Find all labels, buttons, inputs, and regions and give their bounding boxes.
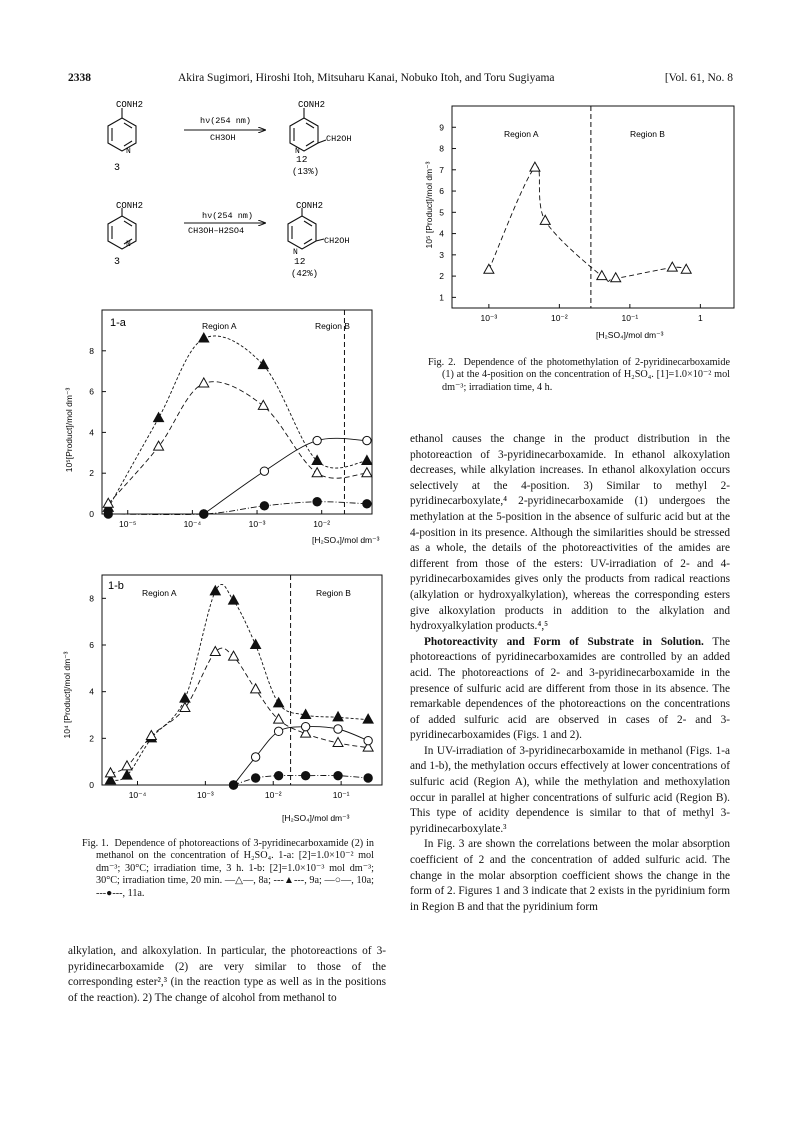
x-tick-label: 10⁻² <box>264 790 282 800</box>
product-2-conh2: CONH2 <box>296 201 324 211</box>
right-paragraph-2-body: The photoreactions of pyridinecarboxamides are controlled by an added acid. The photoreactions of 2- and 3-pyridinecarboxamide in the presence of sulfuric acid are different from those in its absence. The remarkable dependences of the photoreactions on the concentrations of added sulfuric acid are observed in cases of 2- and 3-pyridinecarboxamides (Figs. 1 and 2). <box>410 635 730 742</box>
right-paragraph-1: ethanol causes the change in the product distribution in the photoreaction of 3-pyridinecarboxamide. In ethanol alkoxylation decreases, while alkylation increases. In ethanol alkoxylation occurs selectively at the 4-position. 3) Similar to methyl 2-pyridinecarboxylate,⁴ 2-pyridinecarboxamide (1) undergoes the methylation at the 5-position in the absence of sulfuric acid but at the 4-position in its presence. Although the similarities should be stressed as a whole, the details of the photoreactivities of the amides are different from those of the esters: UV-irradiation of 2- and 4-pyridinecarboxamides gives only the products from radical reactions (alkylation or hydroxyalkylation), whereas the corresponding esters give alkoxylation products in addition to the alkylation and hydroxyalkylation products.⁴,⁵ <box>410 433 730 633</box>
data-point-10a <box>122 761 132 770</box>
data-point <box>667 262 677 271</box>
data-point <box>597 271 607 280</box>
data-point-10a <box>146 731 156 740</box>
plot-frame <box>102 310 372 514</box>
data-point-9a <box>274 727 282 735</box>
data-point-9a <box>313 436 321 444</box>
x-axis-label: [H₂SO₄]/mol dm⁻³ <box>596 330 664 340</box>
data-point-8a <box>180 693 190 702</box>
compound-label-12a: 12 <box>296 154 308 165</box>
author-line: Akira Sugimori, Hiroshi Itoh, Mitsuharu Kanai, Nobuko Itoh, and Toru Sugiyama <box>178 72 555 84</box>
x-tick-label: 10⁻² <box>313 519 331 529</box>
y-tick-label: 4 <box>89 686 94 697</box>
y-tick-label: 8 <box>89 345 94 356</box>
x-tick-label: 10⁻⁵ <box>118 519 137 529</box>
ring-n-1: N <box>126 147 131 156</box>
data-point-11a <box>229 781 237 789</box>
series-line-10a <box>110 648 368 773</box>
figure-2-caption-label: Fig. 2. <box>428 357 456 368</box>
data-point-10a <box>210 647 220 656</box>
y-tick-label: 4 <box>89 427 94 438</box>
figure-2-caption-text: Dependence of the photomethylation of 2-pyridinecarboxamide (1) at the 4-position on the concentration of H₂SO₄. [1]=1.0×10⁻² mol dm⁻³; irradiation time, 4 h. <box>442 357 731 393</box>
data-point-9a <box>251 753 259 761</box>
y-tick-label: 2 <box>439 271 444 282</box>
figure-1a-chart <box>60 300 380 550</box>
data-point-10a <box>103 498 113 507</box>
product-2-ch2oh: CH2OH <box>324 236 350 246</box>
y-tick-label: 7 <box>439 164 444 175</box>
data-point <box>681 264 691 273</box>
right-paragraph-3: In UV-irradiation of 3-pyridinecarboxamide in methanol (Figs. 1-a and 1-b), the methylation occurs effectively at lower concentrations of sulfuric acid (Region A), while the methylation and methoxylation occur in parallel at higher concentrations of sulfuric acid (Region B). This type of acidity dependence is similar to that of methyl 3-pyridinecarboxylate.³ <box>410 744 730 835</box>
x-tick-label: 10⁻⁴ <box>128 790 147 800</box>
data-point-9a <box>301 722 309 730</box>
data-point-11a <box>260 502 268 510</box>
data-point-8a <box>274 698 284 707</box>
y-tick-label: 0 <box>89 780 94 790</box>
data-point <box>611 273 621 282</box>
data-point-10a <box>199 378 209 387</box>
y-tick-label: 0 <box>89 509 94 519</box>
yield-2: (42%) <box>291 269 319 279</box>
plot-frame <box>452 106 734 308</box>
volume-info: [Vol. 61, No. 8 <box>664 72 733 84</box>
x-tick-label: 10⁻³ <box>480 313 498 323</box>
plot-frame <box>102 575 382 785</box>
x-tick-label: 10⁻³ <box>248 519 266 529</box>
data-point-11a <box>200 510 208 518</box>
product-1-ch2oh: CH2OH <box>326 134 352 144</box>
data-point-9a <box>364 736 372 744</box>
data-point-8a <box>362 455 372 464</box>
x-tick-label: 10⁻² <box>550 313 568 323</box>
x-tick-label: 10⁻¹ <box>621 313 639 323</box>
data-point <box>530 162 540 171</box>
figure-2-chart <box>420 100 740 345</box>
data-point-11a <box>104 510 112 518</box>
data-point-10a <box>333 738 343 747</box>
ring-n-4: N <box>293 248 298 257</box>
running-header <box>68 72 733 90</box>
figure-1-caption-label: Fig. 1. <box>82 838 109 849</box>
y-tick-label: 8 <box>89 593 94 604</box>
x-tick-label: 10⁻¹ <box>332 790 350 800</box>
right-paragraph-2 <box>410 635 730 744</box>
region-b-label: Region B <box>315 321 350 331</box>
compound-label-12b: 12 <box>294 256 306 267</box>
data-point-10a <box>258 400 268 409</box>
left-column-text <box>68 944 386 1006</box>
y-tick-label: 1 <box>439 292 444 303</box>
x-axis-label: [H₂SO₄]/mol dm⁻³ <box>282 813 350 823</box>
series-line-8a <box>108 336 367 508</box>
y-tick-label: 6 <box>89 640 94 650</box>
y-tick-label: 5 <box>439 207 444 218</box>
condition-2-top: hν(254 nm) <box>202 211 254 221</box>
data-point-10a <box>251 684 261 693</box>
y-tick-label: 9 <box>439 122 444 133</box>
right-column-text <box>410 432 730 915</box>
x-tick-label: 10⁻⁴ <box>183 519 202 529</box>
data-point <box>484 264 494 273</box>
region-a-label: Region A <box>504 129 539 139</box>
y-axis-label: 10⁴ [Product]/mol dm⁻³ <box>62 651 72 739</box>
ring-n-2: N <box>295 147 300 156</box>
x-tick-label: 10⁻³ <box>196 790 214 800</box>
substituent-conh2-1: CONH2 <box>116 100 144 110</box>
panel-label: 1-a <box>110 317 126 329</box>
data-point-8a <box>122 770 132 779</box>
data-point-11a <box>334 771 342 779</box>
data-point-10a <box>180 703 190 712</box>
compound-label-3b: 3 <box>114 257 121 268</box>
y-tick-label: 2 <box>89 733 94 744</box>
series-line-11a <box>108 502 367 515</box>
product-1-conh2: CONH2 <box>298 100 326 110</box>
figure-2-caption <box>428 357 730 394</box>
page-number: 2338 <box>68 72 91 84</box>
y-tick-label: 8 <box>439 143 444 154</box>
region-a-label: Region A <box>142 588 177 598</box>
data-point-8a <box>229 595 239 604</box>
right-paragraph-4: In Fig. 3 are shown the correlations between the molar absorption coefficient of 2 and the concentration of added sulfuric acid. The change in the molar absorption coefficient shows the change in the form of 2. Figures 1 and 3 indicate that 2 exists in the pyridinium form in Region B and that the pyridinium form <box>410 838 730 913</box>
data-point-11a <box>251 774 259 782</box>
data-point-11a <box>301 771 309 779</box>
x-tick-label: 1 <box>697 313 703 323</box>
data-point-11a <box>364 774 372 782</box>
data-point-11a <box>313 498 321 506</box>
y-tick-label: 6 <box>439 186 444 197</box>
data-point-8a <box>312 455 322 464</box>
y-tick-label: 2 <box>89 468 94 479</box>
data-point-8a <box>251 640 261 649</box>
data-point-9a <box>260 467 268 475</box>
data-point-8a <box>363 714 373 723</box>
substituent-conh2-2: CONH2 <box>116 201 144 211</box>
y-tick-label: 4 <box>439 228 444 239</box>
data-point-8a <box>210 586 220 595</box>
series-line <box>489 167 686 282</box>
reaction-scheme <box>92 98 372 283</box>
data-point-8a <box>154 413 164 422</box>
data-point-10a <box>312 468 322 477</box>
pyridine-ring-product-1 <box>290 108 326 151</box>
data-point-10a <box>274 714 284 723</box>
data-point-8a <box>258 360 268 369</box>
data-point-8a <box>199 333 209 342</box>
pyridine-ring-reactant-1 <box>108 108 136 151</box>
condition-1-bottom: CH3OH <box>210 133 236 143</box>
data-point-11a <box>274 771 282 779</box>
y-tick-label: 3 <box>439 249 444 260</box>
panel-label: 1-b <box>108 580 124 592</box>
pyridine-ring-reactant-2 <box>108 208 136 249</box>
region-a-label: Region A <box>202 321 237 331</box>
compound-label-3a: 3 <box>114 163 121 174</box>
data-point-10a <box>229 651 239 660</box>
condition-1-top: hν(254 nm) <box>200 116 252 126</box>
region-b-label: Region B <box>630 129 665 139</box>
figure-1b-chart <box>60 565 390 830</box>
data-point-9a <box>363 436 371 444</box>
left-paragraph: alkylation, and alkoxylation. In particular, the photoreactions of 3-pyridinecarboxamide (2) are very similar to those of the corresponding ester²,³ (in the reaction type as well as in the positions of the reaction). 2) The change of alcohol from methanol to <box>68 945 386 1004</box>
data-point <box>540 215 550 224</box>
yield-1: (13%) <box>292 167 320 177</box>
condition-2-bottom: CH3OH–H2SO4 <box>188 226 245 236</box>
section-heading: Photoreactivity and Form of Substrate in Solution. <box>424 635 704 648</box>
ring-n-3: N <box>126 240 131 249</box>
data-point-9a <box>334 725 342 733</box>
region-b-label: Region B <box>316 588 351 598</box>
pyridine-ring-product-2 <box>288 208 324 249</box>
figure-1-caption <box>82 838 374 900</box>
figure-1-caption-text: Dependence of photoreactions of 3-pyridinecarboxamide (2) in methanol on the concentration of H₂SO₄. 1-a: [2]=1.0×10⁻² mol dm⁻³; 30°C; irradiation time, 3 h. 1-b: [2]=1.0×10⁻³ mol dm⁻³; 30°C; irradiation time, 20 min. —△—, 8a; ---▲---, 9a; —○—, 10a; ---●---, 11a. <box>96 838 375 899</box>
data-point-11a <box>363 500 371 508</box>
data-point-8a <box>333 712 343 721</box>
y-axis-label: 10⁵ [Product]/mol dm⁻³ <box>424 161 434 249</box>
y-axis-label: 10⁵[Product]/mol dm⁻³ <box>64 387 74 473</box>
data-point-10a <box>362 468 372 477</box>
series-line-10a <box>108 382 367 504</box>
series-line-8a <box>110 584 368 780</box>
x-axis-label: [H₂SO₄]/mol dm⁻³ <box>312 535 380 545</box>
y-tick-label: 6 <box>89 386 94 397</box>
